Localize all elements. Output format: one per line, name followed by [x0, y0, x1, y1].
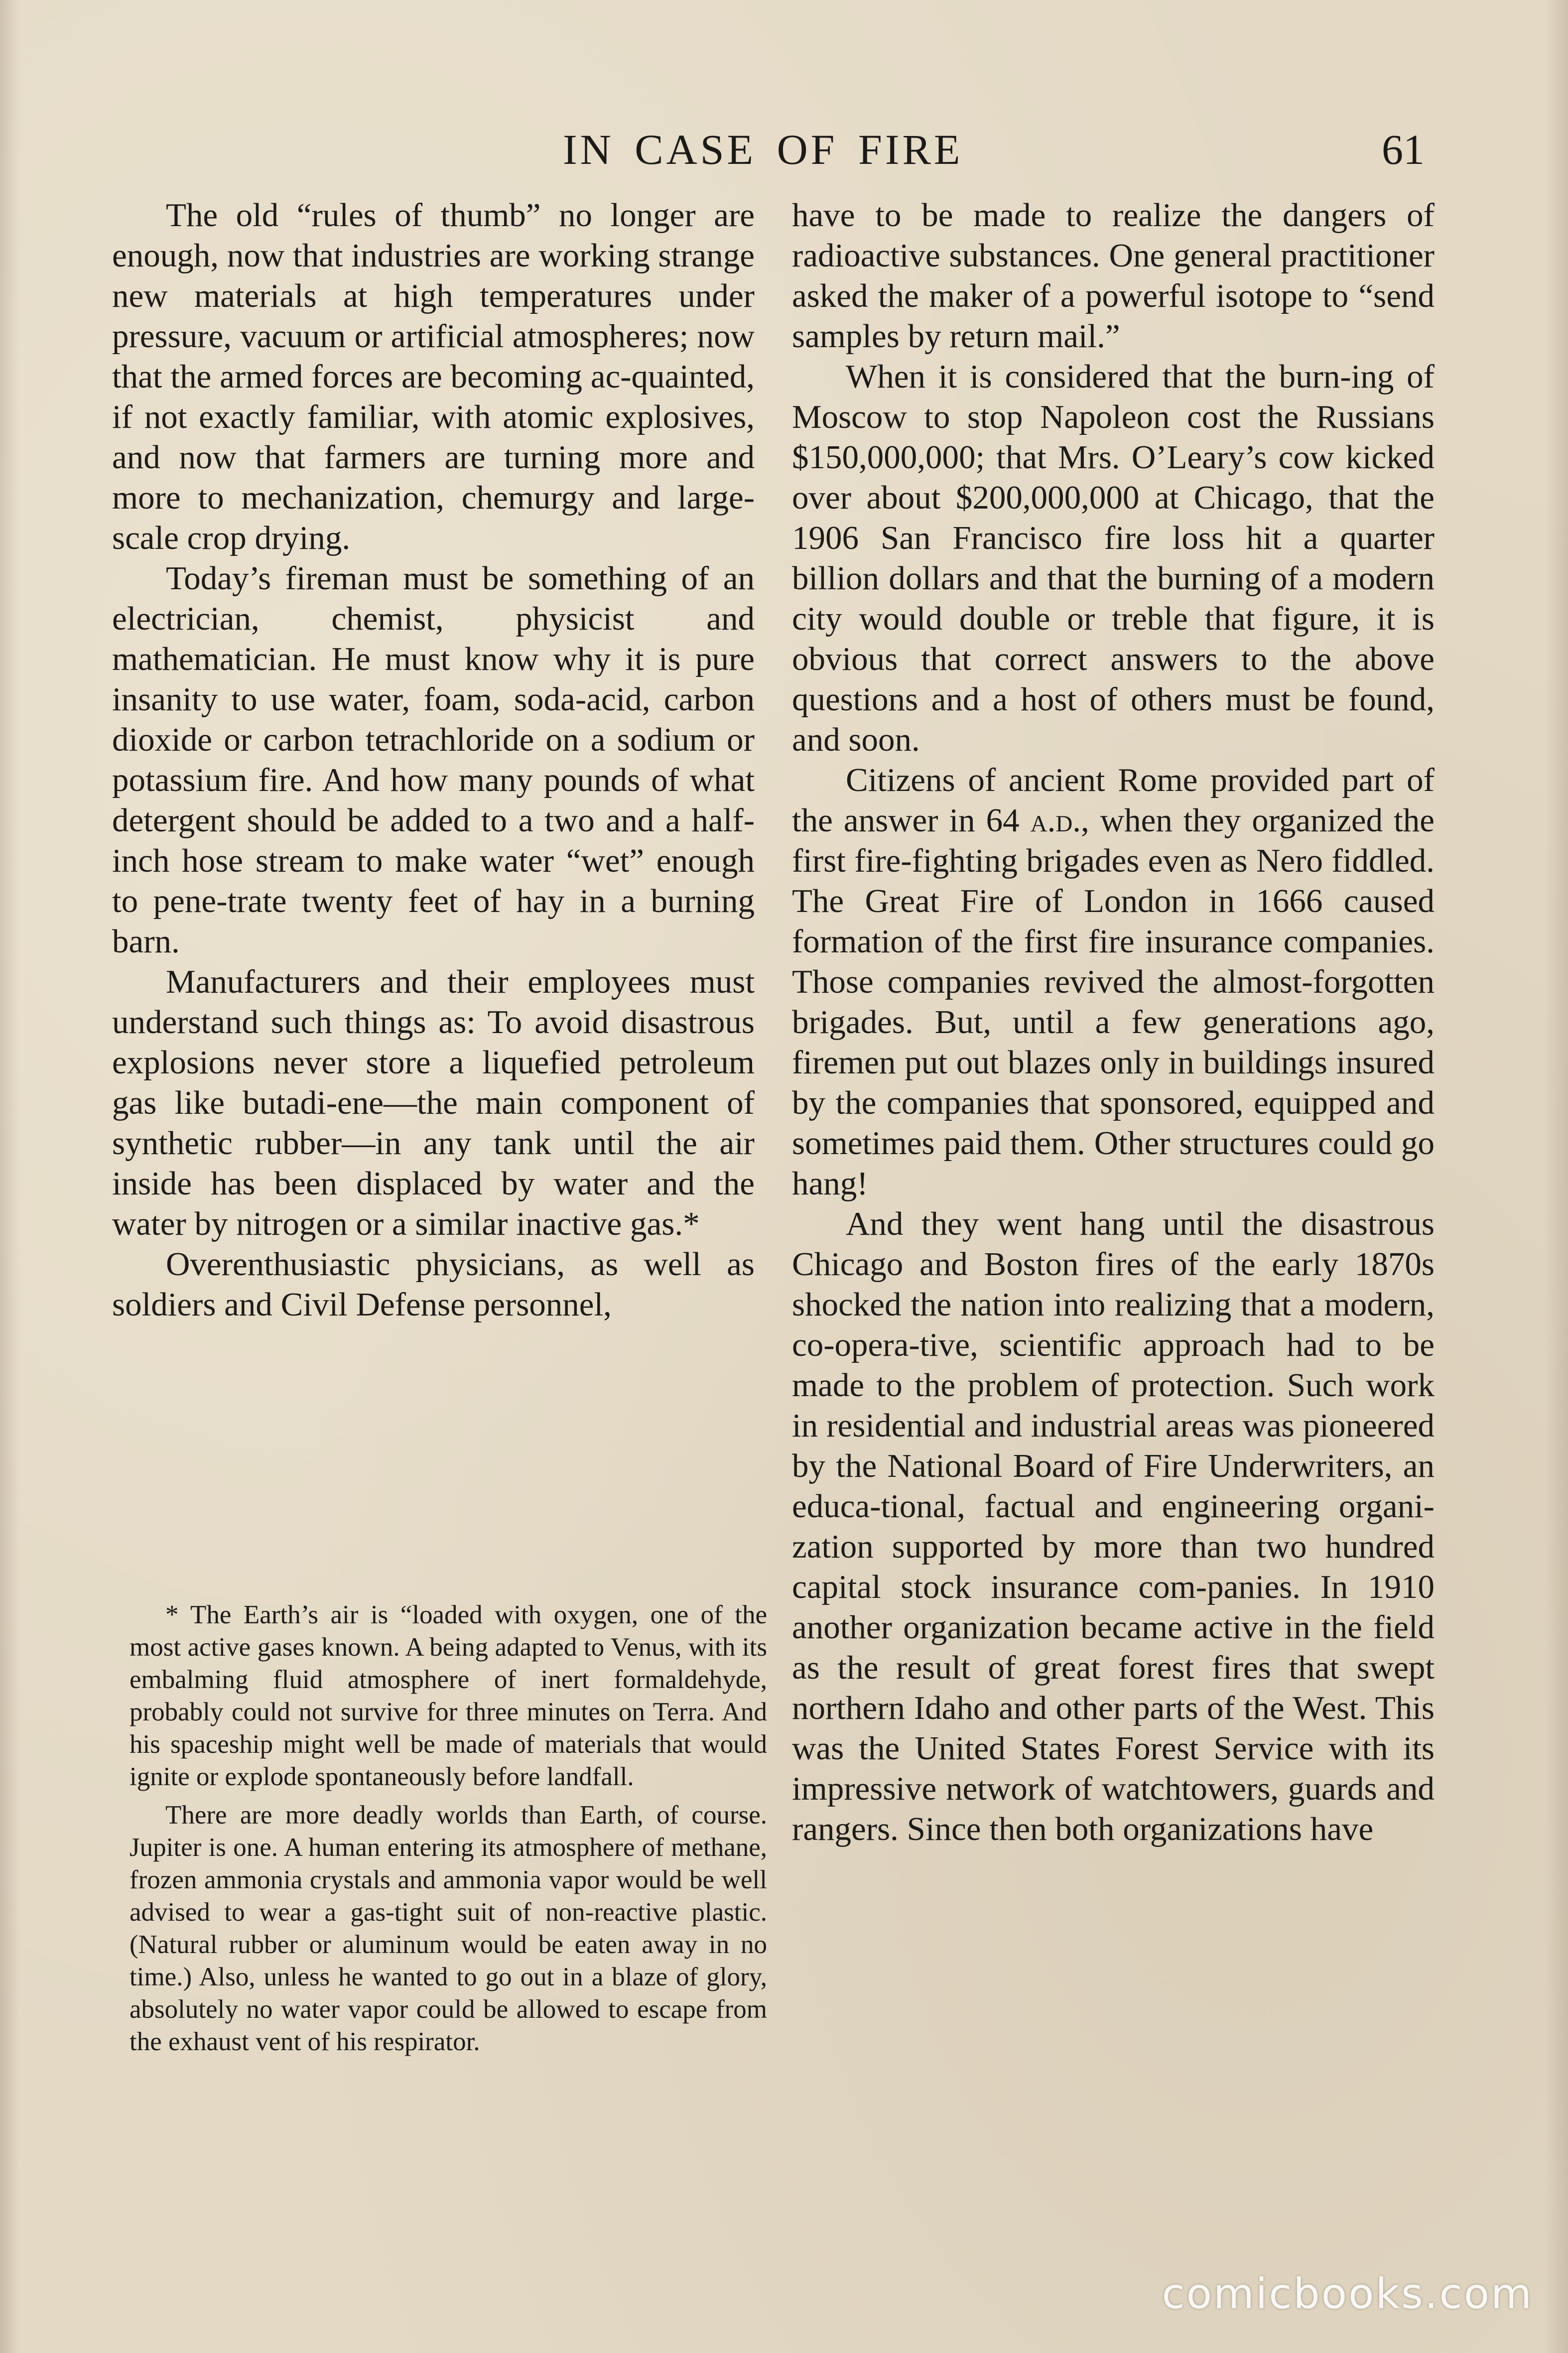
right-paragraph-1: have to be made to realize the dangers of radioactive substances. One general practitioner asked the maker of a powerful isotope to “send samples by return mail.”: [792, 197, 1435, 355]
right-paragraph-4: And they went hang until the disastrous Chicago and Boston fires of the early 1870s shocked the nation into realizing that a modern, co-opera-tive, scientific approach had to be made to the problem of protection. Such work in residential and industrial areas was pioneered by the National Board of Fire Underwriters, an educa-tional, factual and engineering organi-zation supported by more than two hundred capital stock insurance com-panies. In 1910 another organization became active in the field as the result of great forest fires that swept northern Idaho and other parts of the West. This was the United States Forest Service with its impressive network of watchtowers, guards and rangers. Since then both organizations have: [792, 1205, 1435, 1847]
right-paragraph-3-rest: , when they organized the first fire-fighting brigades even as Nero fiddled. The Great Fire of London in 1666 caused formation of the first fire insurance companies. Those companies revived the almost-forgotten brigades. But, until a few generations ago, firemen put out blazes only in buildings insured by the companies that sponsored, equipped and sometimes paid them. Other structures could go hang!: [792, 802, 1435, 1202]
right-paragraph-3: [792, 760, 1435, 1204]
left-paragraph-4: Overenthusiastic physicians, as well as soldiers and Civil Defense personnel,: [112, 1246, 755, 1323]
footnote-1: * The Earth’s air is “loaded with oxygen, one of the most active gases known. A being adapted to Venus, with its embalming fluid atmosphere of inert formaldehyde, probably could not survive for three minutes on Terra. And his spaceship might well be made of materials that would ignite or explode spontaneously before landfall.: [130, 1600, 767, 1791]
era-abbreviation: a.d.: [1030, 802, 1081, 839]
page-number: 61: [1382, 126, 1425, 173]
right-paragraph-2: When it is considered that the burn-ing of Moscow to stop Napoleon cost the Russians $150,000,000; that Mrs. O’Leary’s cow kicked over about $200,000,000 at Chicago, that the 1906 San Francisco fire loss hit a quarter billion dollars and that the burning of a modern city would double or treble that figure, it is obvious that correct answers to the above questions and a host of others must be found, and soon.: [792, 358, 1435, 758]
footnotes: [130, 1599, 767, 2058]
site-watermark: comicbooks.com: [1162, 2269, 1533, 2318]
footnote-2: There are more deadly worlds than Earth, of course. Jupiter is one. A human entering its atmosphere of methane, frozen ammonia crystals and ammonia vapor would be well advised to wear a gas-tight suit of non-reactive plastic. (Natural rubber or aluminum would be eaten away in no time.) Also, unless he wanted to go out in a blaze of glory, absolutely no water vapor could be allowed to escape from the exhaust vent of his respirator.: [130, 1801, 767, 2056]
running-title: IN CASE OF FIRE: [563, 126, 963, 173]
right-column: [792, 195, 1435, 1849]
left-paragraph-1: The old “rules of thumb” no longer are enough, now that industries are working strange new materials at high temperatures under pressure, vacuum or artificial atmospheres; now that the armed forces are becoming ac-quainted, if not exactly familiar, with atomic explosives, and now that farmers are turning more and more to mechanization, chemurgy and large-scale crop drying.: [112, 197, 755, 556]
left-paragraph-2: Today’s fireman must be something of an electrician, chemist, physicist and mathematician. He must know why it is pure insanity to use water, foam, soda-acid, carbon dioxide or carbon tetrachloride on a sodium or potassium fire. And how many pounds of what detergent should be added to a two and a half-inch hose stream to make water “wet” enough to pene-trate twenty feet of hay in a burning barn.: [112, 560, 755, 960]
left-paragraph-3: Manufacturers and their employees must understand such things as: To avoid disastrous explosions never store a liquefied petroleum gas like butadi-ene—the main component of synthetic rubber—in any tank until the air inside has been displaced by water and the water by nitrogen or a similar inactive gas.*: [112, 963, 755, 1242]
right-paragraph-3-start: Citizens of ancient Rome provided part of the answer in 64: [792, 762, 1435, 839]
left-column: [112, 195, 755, 1325]
running-header: [563, 120, 1425, 179]
